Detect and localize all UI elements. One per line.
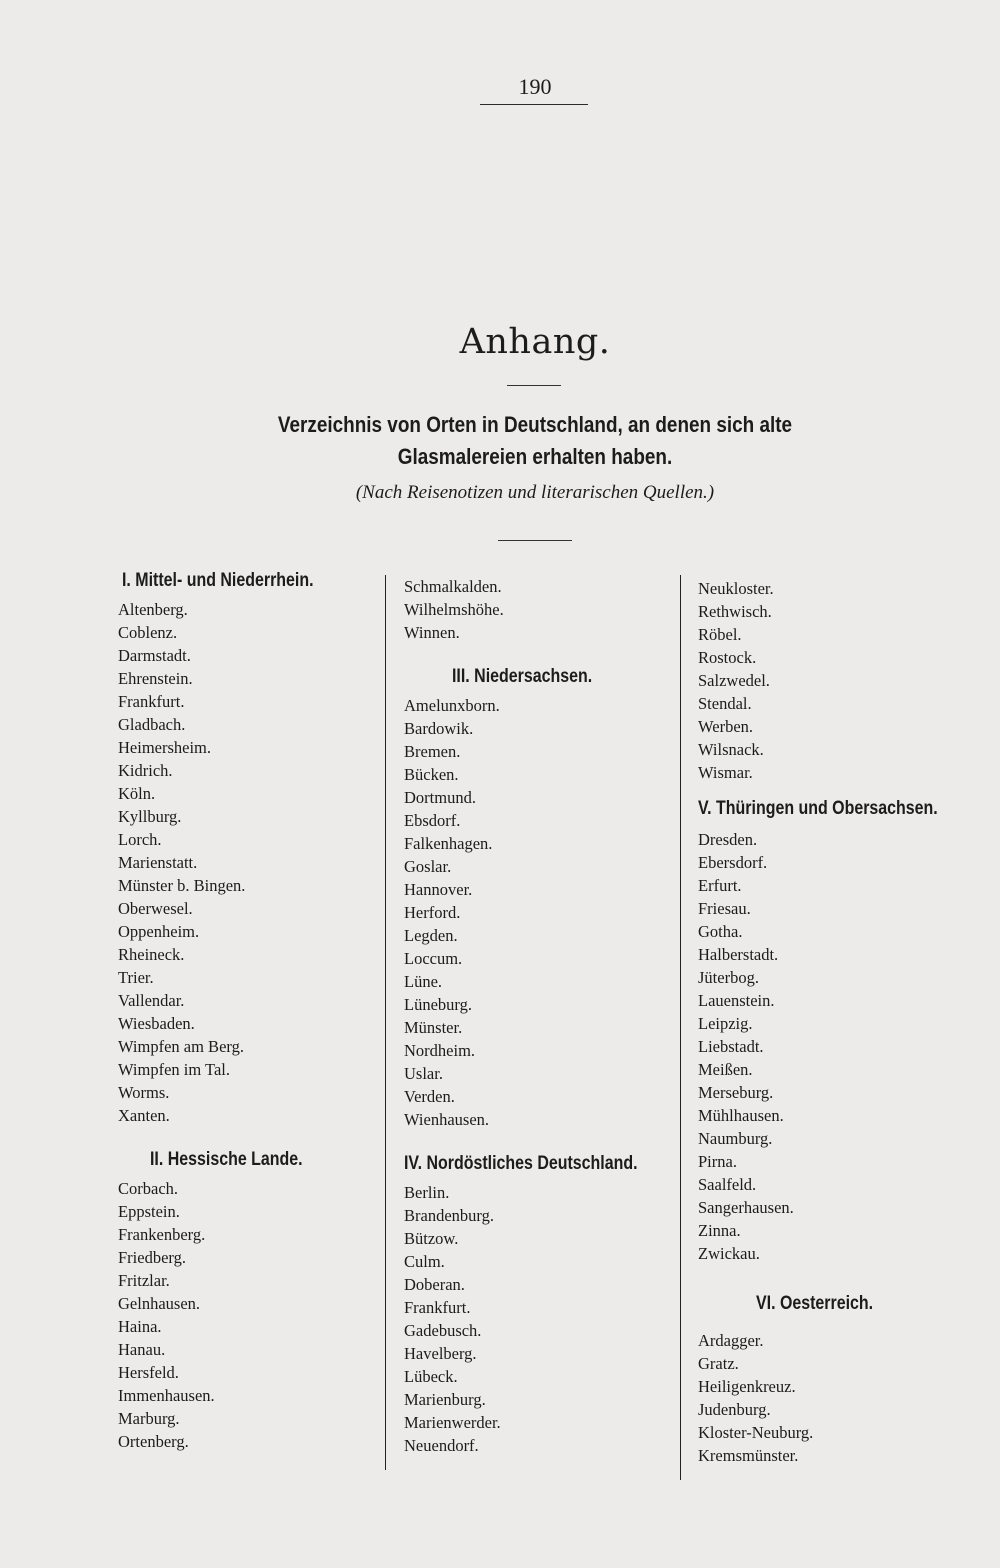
list-item: Judenburg. [698, 1400, 771, 1419]
list-item: Winnen. [404, 623, 460, 642]
list-item: Bardowik. [404, 719, 474, 738]
list-item: Meißen. [698, 1060, 753, 1079]
list-item: Werben. [698, 717, 754, 736]
list-item: Kremsmünster. [698, 1446, 799, 1465]
list-item: Mühlhausen. [698, 1106, 784, 1125]
list-item: Legden. [404, 926, 458, 945]
list-item: Marienwerder. [404, 1413, 501, 1432]
section-gap [698, 784, 988, 798]
list-item: Kloster-Neuburg. [698, 1423, 814, 1442]
column-divider-left [385, 575, 386, 1470]
list-item: Neukloster. [698, 579, 774, 598]
place-list [404, 694, 674, 1131]
list-item: Herford. [404, 903, 461, 922]
list-item: Wismar. [698, 763, 753, 782]
list-item: Altenberg. [118, 600, 188, 619]
list-item: Gladbach. [118, 715, 186, 734]
list-item: Marienstatt. [118, 853, 198, 872]
list-item: Ehrenstein. [118, 669, 193, 688]
list-item: Zinna. [698, 1221, 741, 1240]
list-item: Immenhausen. [118, 1386, 215, 1405]
list-item: Kidrich. [118, 761, 173, 780]
list-item: Corbach. [118, 1179, 179, 1198]
list-item: Berlin. [404, 1183, 450, 1202]
list-item: Bücken. [404, 765, 459, 784]
list-item: Culm. [404, 1252, 445, 1271]
section-title: I. Mittel- und Niederrhein. [122, 570, 314, 591]
place-list [698, 828, 988, 1265]
section-gap [404, 644, 674, 666]
place-list [698, 577, 988, 784]
source-note-rule [498, 540, 572, 541]
place-list [404, 575, 674, 644]
list-item: Salzwedel. [698, 671, 770, 690]
page-number: 190 [518, 74, 552, 99]
list-item: Worms. [118, 1083, 170, 1102]
list-item: Lauenstein. [698, 991, 775, 1010]
list-item: Doberan. [404, 1275, 465, 1294]
section-title: III. Niedersachsen. [452, 666, 593, 687]
list-item: Stendal. [698, 694, 752, 713]
list-item: Goslar. [404, 857, 452, 876]
section-title: IV. Nordöstliches Deutschland. [404, 1153, 638, 1174]
place-list [118, 1177, 380, 1453]
list-item: Köln. [118, 784, 156, 803]
list-item: Lorch. [118, 830, 162, 849]
list-item: Lübeck. [404, 1367, 458, 1386]
list-item: Haina. [118, 1317, 162, 1336]
list-item: Halberstadt. [698, 945, 779, 964]
list-item: Vallendar. [118, 991, 185, 1010]
list-item: Heimersheim. [118, 738, 212, 757]
list-item: Frankenberg. [118, 1225, 206, 1244]
list-item: Wilsnack. [698, 740, 764, 759]
list-item: Wimpfen am Berg. [118, 1037, 244, 1056]
list-item: Dresden. [698, 830, 758, 849]
list-item: Falkenhagen. [404, 834, 493, 853]
list-item: Wiesbaden. [118, 1014, 195, 1033]
list-item: Kyllburg. [118, 807, 182, 826]
list-item: Loccum. [404, 949, 463, 968]
list-item: Marienburg. [404, 1390, 486, 1409]
list-item: Nordheim. [404, 1041, 476, 1060]
list-item: Ebsdorf. [404, 811, 461, 830]
appendix-heading: Anhang. [459, 322, 611, 362]
list-item: Xanten. [118, 1106, 170, 1125]
list-item: Röbel. [698, 625, 742, 644]
column-3 [698, 577, 988, 1467]
subtitle-line-1: Verzeichnis von Orten in Deutschland, an denen sich alte [277, 412, 793, 437]
list-item: Liebstadt. [698, 1037, 764, 1056]
list-item: Amelunxborn. [404, 696, 500, 715]
list-item: Münster. [404, 1018, 463, 1037]
list-item: Darmstadt. [118, 646, 191, 665]
list-item: Pirna. [698, 1152, 737, 1171]
list-item: Jüterbog. [698, 968, 759, 987]
list-item: Verden. [404, 1087, 455, 1106]
list-item: Saalfeld. [698, 1175, 757, 1194]
section-gap [118, 1127, 380, 1149]
list-item: Bützow. [404, 1229, 459, 1248]
list-item: Ardagger. [698, 1331, 764, 1350]
list-item: Rethwisch. [698, 602, 772, 621]
list-item: Naumburg. [698, 1129, 773, 1148]
list-item: Wilhelmshöhe. [404, 600, 504, 619]
list-item: Wimpfen im Tal. [118, 1060, 230, 1079]
list-item: Oppenheim. [118, 922, 200, 941]
list-item: Münster b. Bingen. [118, 876, 246, 895]
list-item: Uslar. [404, 1064, 443, 1083]
list-item: Rostock. [698, 648, 757, 667]
list-item: Oberwesel. [118, 899, 193, 918]
section-title: V. Thüringen und Obersachsen. [698, 798, 938, 819]
place-list [404, 1181, 674, 1457]
list-item: Wienhausen. [404, 1110, 490, 1129]
list-item: Havelberg. [404, 1344, 477, 1363]
column-1 [118, 570, 380, 1453]
list-item: Eppstein. [118, 1202, 180, 1221]
list-item: Merseburg. [698, 1083, 774, 1102]
list-item: Gadebusch. [404, 1321, 482, 1340]
column-2 [404, 575, 674, 1457]
list-item: Hannover. [404, 880, 473, 899]
section-title: II. Hessische Lande. [150, 1149, 303, 1170]
list-item: Dortmund. [404, 788, 476, 807]
list-item: Bremen. [404, 742, 461, 761]
list-item: Neuendorf. [404, 1436, 479, 1455]
list-item: Gratz. [698, 1354, 739, 1373]
section-title: VI. Oesterreich. [756, 1293, 874, 1314]
list-item: Sangerhausen. [698, 1198, 794, 1217]
list-item: Leipzig. [698, 1014, 753, 1033]
heading-rule [507, 385, 561, 386]
place-list [698, 1329, 988, 1467]
source-note: (Nach Reisenotizen und literarischen Quellen.) [355, 482, 715, 503]
place-list [118, 598, 380, 1127]
list-item: Ortenberg. [118, 1432, 189, 1451]
list-item: Friedberg. [118, 1248, 186, 1267]
list-item: Friesau. [698, 899, 751, 918]
list-item: Gelnhausen. [118, 1294, 201, 1313]
list-item: Erfurt. [698, 876, 742, 895]
section-gap [404, 1131, 674, 1153]
list-item: Hersfeld. [118, 1363, 179, 1382]
list-item: Coblenz. [118, 623, 178, 642]
list-item: Lüne. [404, 972, 443, 991]
list-item: Zwickau. [698, 1244, 760, 1263]
list-item: Rheineck. [118, 945, 185, 964]
list-item: Lüneburg. [404, 995, 472, 1014]
list-item: Trier. [118, 968, 154, 987]
column-divider-right [680, 575, 681, 1480]
list-item: Schmalkalden. [404, 577, 502, 596]
list-item: Frankfurt. [118, 692, 185, 711]
subtitle-line-2: Glasmalereien erhalten haben. [397, 444, 673, 469]
list-item: Frankfurt. [404, 1298, 471, 1317]
list-item: Fritzlar. [118, 1271, 170, 1290]
list-item: Brandenburg. [404, 1206, 494, 1225]
list-item: Heiligenkreuz. [698, 1377, 796, 1396]
list-item: Hanau. [118, 1340, 166, 1359]
list-item: Ebersdorf. [698, 853, 768, 872]
list-item: Gotha. [698, 922, 743, 941]
page-number-rule [480, 104, 588, 105]
list-item: Marburg. [118, 1409, 180, 1428]
section-gap [698, 1265, 988, 1293]
